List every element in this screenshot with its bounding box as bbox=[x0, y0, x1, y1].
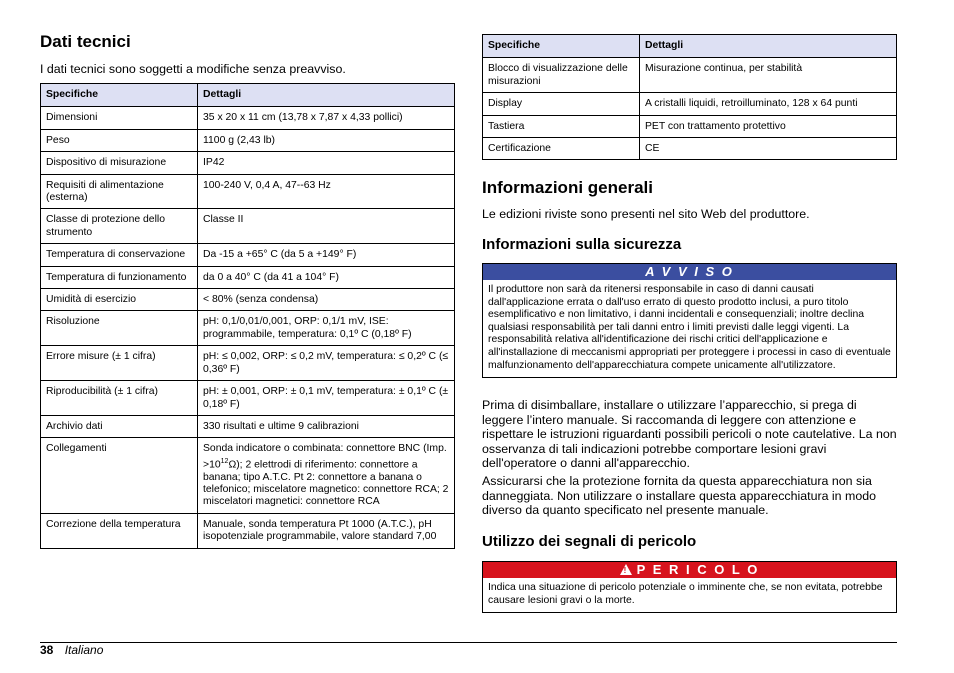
spec-value: pH: ≤ 0,002, ORP: ≤ 0,2 mV, temperatura: ≤ 0,2º C (≤ 0,36º F) bbox=[198, 346, 455, 381]
spec-value: da 0 a 40° C (da 41 a 104° F) bbox=[198, 266, 455, 288]
spec-value: pH: ± 0,001, ORP: ± 0,1 mV, temperatura: ± 0,1º C (± 0,18º F) bbox=[198, 381, 455, 416]
table-row bbox=[41, 152, 455, 174]
spec-value: < 80% (senza condensa) bbox=[198, 289, 455, 311]
warning-triangle-icon bbox=[620, 564, 632, 575]
table-row bbox=[483, 115, 897, 137]
table-row bbox=[41, 381, 455, 416]
footer-divider bbox=[40, 642, 897, 643]
table-header-row bbox=[41, 84, 455, 107]
spec-value: pH: 0,1/0,01/0,001, ORP: 0,1/1 mV, ISE: programmabile, temperatura: 0,1º C (0,18º F) bbox=[198, 311, 455, 346]
spec-label: Riproducibilità (± 1 cifra) bbox=[41, 381, 198, 416]
table-row bbox=[41, 311, 455, 346]
spec-value: 330 risultati e ultime 9 calibrazioni bbox=[198, 415, 455, 437]
collegamenti-text-pre: Sonda indicatore o combinata: connettore BNC (Imp. >10 bbox=[203, 443, 447, 471]
table-row bbox=[41, 266, 455, 288]
spec-label: Collegamenti bbox=[41, 438, 198, 514]
table-row bbox=[41, 107, 455, 129]
pericolo-box bbox=[482, 561, 897, 613]
section-title-dati-tecnici: Dati tecnici bbox=[40, 32, 131, 51]
spec-label: Temperatura di conservazione bbox=[41, 244, 198, 266]
safety-paragraph-2: Assicurarsi che la protezione fornita da questa apparecchiatura non sia danneggiata. Non utilizzare o installare questa apparecchiatura in modo diverso da quanto specificato nel presente manuale. bbox=[482, 474, 876, 517]
spec-label: Umidità di esercizio bbox=[41, 289, 198, 311]
table-row bbox=[483, 93, 897, 115]
spec-label: Tastiera bbox=[483, 115, 640, 137]
spec-label: Correzione della temperatura bbox=[41, 513, 198, 548]
footer-language: Italiano bbox=[64, 643, 104, 657]
spec-value: PET con trattamento protettivo bbox=[640, 115, 897, 137]
table-row bbox=[483, 58, 897, 93]
spec-label: Display bbox=[483, 93, 640, 115]
table-row bbox=[41, 289, 455, 311]
spec-label: Peso bbox=[41, 129, 198, 151]
table-row bbox=[483, 138, 897, 160]
spec-label: Dimensioni bbox=[41, 107, 198, 129]
spec-label: Requisiti di alimentazione (esterna) bbox=[41, 174, 198, 209]
section-title-informazioni-generali: Informazioni generali bbox=[482, 178, 653, 197]
pericolo-header bbox=[483, 562, 896, 578]
spec-value: IP42 bbox=[198, 152, 455, 174]
avviso-header: A V V I S O bbox=[483, 264, 896, 280]
section-title-segnali-pericolo: Utilizzo dei segnali di pericolo bbox=[482, 533, 697, 550]
table-row bbox=[41, 209, 455, 244]
spec-label: Classe di protezione dello strumento bbox=[41, 209, 198, 244]
specs-table-left bbox=[40, 83, 455, 549]
table-header-row bbox=[483, 35, 897, 58]
spec-value: Classe II bbox=[198, 209, 455, 244]
spec-label: Archivio dati bbox=[41, 415, 198, 437]
spec-value: Manuale, sonda temperatura Pt 1000 (A.T.C.), pH isopotenziale programmabile, valore standard 7,00 bbox=[198, 513, 455, 548]
spec-label: Temperatura di funzionamento bbox=[41, 266, 198, 288]
spec-label: Blocco di visualizzazione delle misurazioni bbox=[483, 58, 640, 93]
spec-label: Risoluzione bbox=[41, 311, 198, 346]
table-row bbox=[41, 129, 455, 151]
spec-value: 35 x 20 x 11 cm (13,78 x 7,87 x 4,33 pollici) bbox=[198, 107, 455, 129]
page-footer bbox=[40, 643, 103, 657]
intro-text: I dati tecnici sono soggetti a modifiche senza preavviso. bbox=[40, 62, 346, 76]
avviso-text: Il produttore non sarà da ritenersi responsabile in caso di danni causati dall'applicazione errata o dall'uso errato di questo prodotto inclusi, a puro titolo esemplificativo e non limitativo, i danni incidentali e consequenziali; inoltre declina qualsiasi responsabilità per tali danni entro i limiti previsti dalle leggi vigenti. La responsabilità relativa all'identificazione dei rischi critici dell'applicazione e all'installazione di meccanismi appropriati per proteggere i processi in caso di eventuale malfunzionamento dell'apparecchiatura compete unicamente all'utilizzatore. bbox=[488, 284, 891, 371]
collegamenti-text-post: Ω); 2 elettrodi di riferimento: connettore a banana; tipo A.T.C. Pt 2: connettore a banana o telefonico; miscelatore magnetico: connettore RCA; 2 miscelatori magnetici: connettore RCA bbox=[203, 459, 449, 508]
spec-value: 100-240 V, 0,4 A, 47--63 Hz bbox=[198, 174, 455, 209]
spec-value: Misurazione continua, per stabilità bbox=[640, 58, 897, 93]
header-dettagli: Dettagli bbox=[198, 84, 455, 107]
header-dettagli: Dettagli bbox=[640, 35, 897, 58]
page-number: 38 bbox=[40, 643, 54, 657]
avviso-box bbox=[482, 263, 897, 378]
safety-paragraph-1: Prima di disimballare, installare o utilizzare l’apparecchio, si prega di leggere l’intero manuale. Si raccomanda di leggere con attenzione e rispettare le istruzioni riguardanti possibili pericoli o note cautelative. La non osservanza di tali indicazioni potrebbe comportare lesioni gravi dell'operatore o danni all'apparecchio. bbox=[482, 398, 897, 470]
section-title-sicurezza: Informazioni sulla sicurezza bbox=[482, 236, 682, 253]
table-row bbox=[41, 244, 455, 266]
header-specifiche: Specifiche bbox=[483, 35, 640, 58]
spec-label: Certificazione bbox=[483, 138, 640, 160]
spec-value: Da -15 a +65° C (da 5 a +149° F) bbox=[198, 244, 455, 266]
table-row bbox=[41, 438, 455, 514]
specs-table-right bbox=[482, 34, 897, 160]
header-specifiche: Specifiche bbox=[41, 84, 198, 107]
table-row bbox=[41, 174, 455, 209]
table-row bbox=[41, 346, 455, 381]
general-info-text: Le edizioni riviste sono presenti nel sito Web del produttore. bbox=[482, 207, 810, 221]
table-row bbox=[41, 415, 455, 437]
collegamenti-exponent: 12 bbox=[220, 457, 229, 465]
spec-label: Errore misure (± 1 cifra) bbox=[41, 346, 198, 381]
spec-value: 1100 g (2,43 lb) bbox=[198, 129, 455, 151]
spec-value: A cristalli liquidi, retroilluminato, 128 x 64 punti bbox=[640, 93, 897, 115]
pericolo-label: P E R I C O L O bbox=[636, 562, 760, 577]
table-row bbox=[41, 513, 455, 548]
spec-value bbox=[198, 438, 455, 514]
spec-value: CE bbox=[640, 138, 897, 160]
pericolo-text: Indica una situazione di pericolo potenziale o imminente che, se non evitata, potrebbe causare lesioni gravi o la morte. bbox=[488, 582, 883, 606]
spec-label: Dispositivo di misurazione bbox=[41, 152, 198, 174]
